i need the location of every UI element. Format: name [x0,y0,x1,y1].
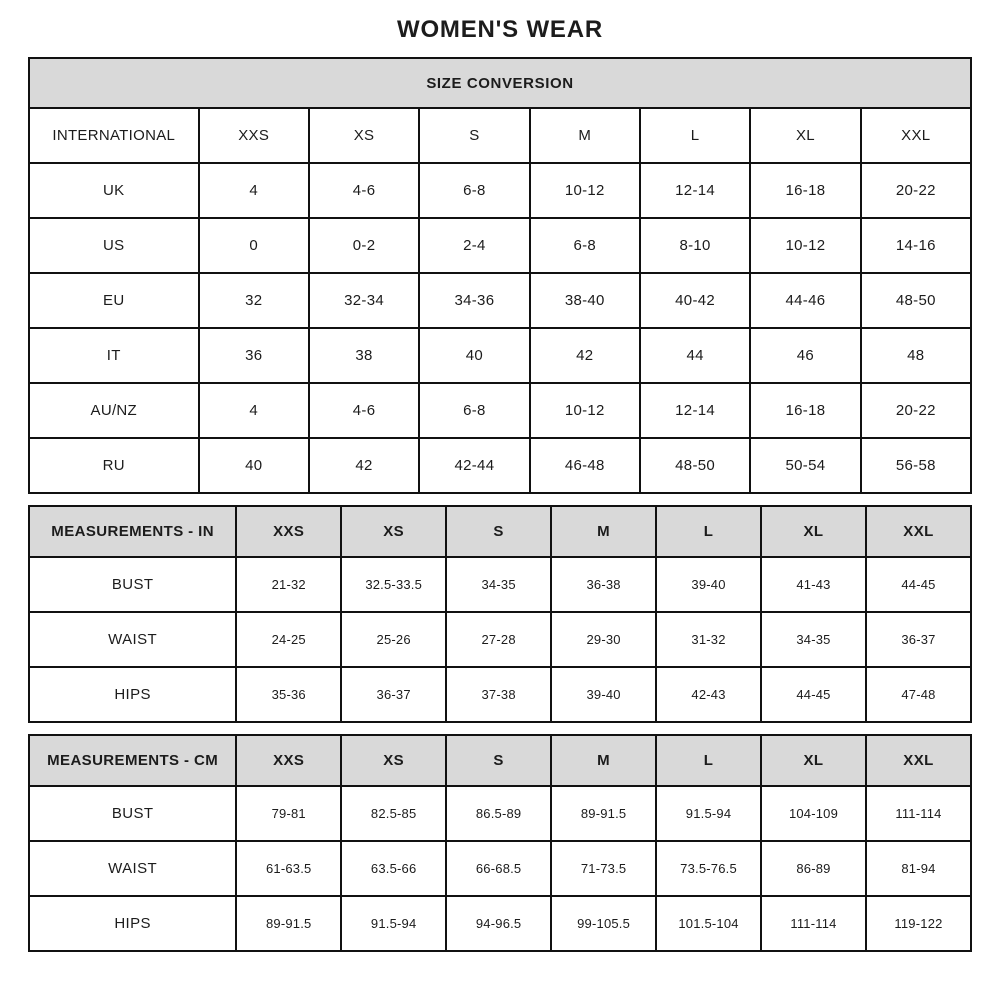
value-cell: 36-37 [866,612,971,667]
size-header-cell: XS [341,506,446,557]
value-cell: 35-36 [236,667,341,722]
value-cell: 40 [199,438,309,493]
value-cell: 42 [309,438,419,493]
value-cell: 50-54 [750,438,860,493]
value-cell: 44-45 [761,667,866,722]
row-label-cell: IT [29,328,199,383]
size-header-cell: M [551,506,656,557]
column-header-cell: M [530,108,640,163]
column-header-row [29,108,971,163]
size-header-cell: S [446,506,551,557]
value-cell: 40-42 [640,273,750,328]
page-title: WOMEN'S WEAR [397,16,603,43]
value-cell: 40 [419,328,529,383]
value-cell: 61-63.5 [236,841,341,896]
value-cell: 86.5-89 [446,786,551,841]
value-cell: 101.5-104 [656,896,761,951]
table-row [29,163,971,218]
measurements-in-table [28,505,972,723]
size-header-cell: L [656,506,761,557]
value-cell: 37-38 [446,667,551,722]
value-cell: 111-114 [866,786,971,841]
value-cell: 0 [199,218,309,273]
size-header-cell: XL [761,506,866,557]
value-cell: 16-18 [750,163,860,218]
value-cell: 38 [309,328,419,383]
table-header-row [29,58,971,108]
table-row [29,786,971,841]
value-cell: 0-2 [309,218,419,273]
size-header-cell: XXL [866,506,971,557]
row-label-cell: HIPS [29,667,236,722]
value-cell: 73.5-76.5 [656,841,761,896]
table-row [29,667,971,722]
value-cell: 48 [861,328,971,383]
value-cell: 10-12 [530,383,640,438]
value-cell: 4-6 [309,163,419,218]
value-cell: 39-40 [656,557,761,612]
size-header-cell: M [551,735,656,786]
table-row [29,218,971,273]
value-cell: 82.5-85 [341,786,446,841]
value-cell: 31-32 [656,612,761,667]
value-cell: 4 [199,383,309,438]
value-cell: 44-45 [866,557,971,612]
row-label-cell: HIPS [29,896,236,951]
row-label-cell: EU [29,273,199,328]
value-cell: 91.5-94 [656,786,761,841]
value-cell: 46 [750,328,860,383]
row-label-cell: BUST [29,786,236,841]
size-header-cell: XXL [866,735,971,786]
value-cell: 89-91.5 [236,896,341,951]
value-cell: 6-8 [419,383,529,438]
table-row [29,612,971,667]
value-cell: 27-28 [446,612,551,667]
row-label-cell: AU/NZ [29,383,199,438]
value-cell: 12-14 [640,383,750,438]
row-label-cell: UK [29,163,199,218]
value-cell: 8-10 [640,218,750,273]
value-cell: 25-26 [341,612,446,667]
value-cell: 104-109 [761,786,866,841]
value-cell: 4 [199,163,309,218]
size-conversion-table [28,57,972,494]
measurements-in-title: MEASUREMENTS - IN [29,506,236,557]
row-label-cell: WAIST [29,841,236,896]
value-cell: 32.5-33.5 [341,557,446,612]
row-label-cell: BUST [29,557,236,612]
value-cell: 20-22 [861,163,971,218]
column-header-cell: S [419,108,529,163]
value-cell: 81-94 [866,841,971,896]
measurements-cm-table [28,734,972,952]
value-cell: 48-50 [861,273,971,328]
size-header-cell: XL [761,735,866,786]
value-cell: 20-22 [861,383,971,438]
value-cell: 44 [640,328,750,383]
value-cell: 91.5-94 [341,896,446,951]
size-header-cell: XS [341,735,446,786]
value-cell: 47-48 [866,667,971,722]
value-cell: 111-114 [761,896,866,951]
value-cell: 42-43 [656,667,761,722]
value-cell: 89-91.5 [551,786,656,841]
size-header-cell: XXS [236,506,341,557]
table-row [29,438,971,493]
column-header-cell: XL [750,108,860,163]
value-cell: 6-8 [530,218,640,273]
value-cell: 79-81 [236,786,341,841]
value-cell: 42 [530,328,640,383]
value-cell: 63.5-66 [341,841,446,896]
size-header-cell: XXS [236,735,341,786]
table-row [29,841,971,896]
measurements-in-header-row [29,506,971,557]
value-cell: 6-8 [419,163,529,218]
value-cell: 4-6 [309,383,419,438]
value-cell: 34-35 [761,612,866,667]
value-cell: 66-68.5 [446,841,551,896]
value-cell: 14-16 [861,218,971,273]
column-header-cell: XXS [199,108,309,163]
value-cell: 24-25 [236,612,341,667]
value-cell: 2-4 [419,218,529,273]
size-header-cell: S [446,735,551,786]
value-cell: 10-12 [750,218,860,273]
value-cell: 99-105.5 [551,896,656,951]
value-cell: 44-46 [750,273,860,328]
column-header-cell: XS [309,108,419,163]
column-header-cell: XXL [861,108,971,163]
measurements-cm-title: MEASUREMENTS - CM [29,735,236,786]
value-cell: 32 [199,273,309,328]
value-cell: 36 [199,328,309,383]
value-cell: 21-32 [236,557,341,612]
size-header-cell: L [656,735,761,786]
value-cell: 71-73.5 [551,841,656,896]
row-label-cell: US [29,218,199,273]
table-row [29,557,971,612]
table-row [29,383,971,438]
value-cell: 36-37 [341,667,446,722]
column-header-cell: L [640,108,750,163]
measurements-cm-header-row [29,735,971,786]
value-cell: 48-50 [640,438,750,493]
table-row [29,273,971,328]
value-cell: 34-35 [446,557,551,612]
table-row [29,328,971,383]
value-cell: 16-18 [750,383,860,438]
row-label-cell: WAIST [29,612,236,667]
value-cell: 36-38 [551,557,656,612]
value-cell: 34-36 [419,273,529,328]
column-header-cell: INTERNATIONAL [29,108,199,163]
value-cell: 39-40 [551,667,656,722]
value-cell: 29-30 [551,612,656,667]
value-cell: 94-96.5 [446,896,551,951]
size-conversion-header: SIZE CONVERSION [29,58,971,108]
value-cell: 41-43 [761,557,866,612]
table-row [29,896,971,951]
value-cell: 12-14 [640,163,750,218]
value-cell: 119-122 [866,896,971,951]
value-cell: 56-58 [861,438,971,493]
value-cell: 42-44 [419,438,529,493]
value-cell: 10-12 [530,163,640,218]
value-cell: 86-89 [761,841,866,896]
value-cell: 38-40 [530,273,640,328]
value-cell: 46-48 [530,438,640,493]
value-cell: 32-34 [309,273,419,328]
row-label-cell: RU [29,438,199,493]
